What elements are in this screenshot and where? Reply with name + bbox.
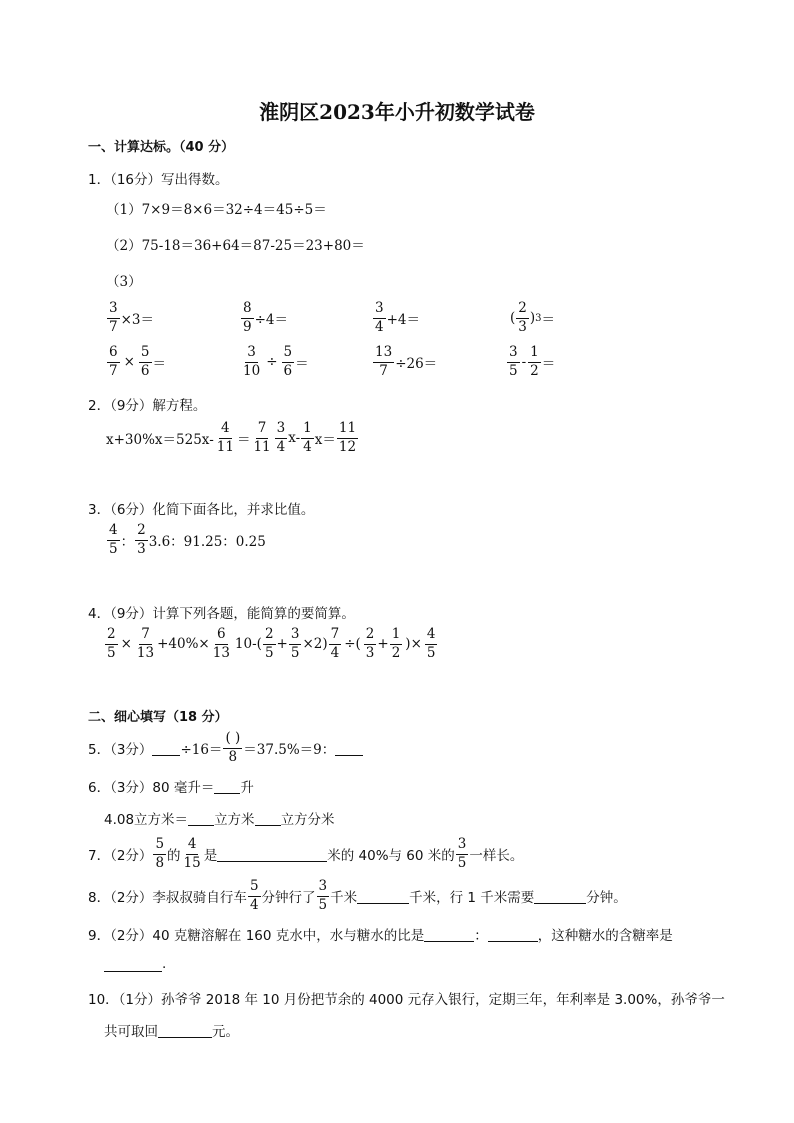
fraction: $\frac{7}{13}$ [136, 626, 155, 661]
answer-blank[interactable] [255, 811, 281, 826]
answer-blank[interactable] [158, 1023, 212, 1038]
question-1-part-1: （1）7×9＝8×6＝32÷4＝45÷5＝ [106, 202, 327, 218]
answer-blank[interactable] [214, 779, 240, 794]
q1-expression-4: ( $\frac{2}{3}$ ) 3 ＝ [510, 300, 556, 335]
fraction: $\frac{4}{5}$ [426, 626, 436, 661]
question-6: 6．（3分）80 毫升＝ 升 [88, 780, 254, 796]
fraction: $\frac{3}{5}$ [318, 878, 328, 913]
fraction: $\frac{3}{7}$ [109, 300, 118, 335]
q1-expression-6: $\frac{3}{10}$ ÷ $\frac{5}{6}$ ＝ [243, 344, 309, 379]
question-9: 9．（2分）40 克糖溶解在 160 克水中，水与糖水的比是 ： ，这种糖水的含糖率是 [88, 928, 673, 944]
fraction: $\frac{3}{5}$ [290, 626, 300, 661]
question-10-line-2: 共可取回 元。 [104, 1024, 239, 1040]
fraction: $\frac{2}{3}$ [137, 522, 146, 557]
fraction: $\frac{5}{4}$ [249, 878, 259, 913]
question-9-line-2: . [104, 956, 166, 972]
fraction: $\frac{2}{3}$ [518, 300, 527, 335]
fraction: $\frac{1}{2}$ [391, 626, 401, 661]
answer-blank[interactable] [335, 741, 363, 756]
fraction: $\frac{3}{4}$ [276, 420, 286, 455]
answer-blank[interactable] [104, 957, 162, 972]
fraction: $\frac{4}{15}$ [183, 836, 201, 871]
answer-blank[interactable] [152, 741, 180, 756]
fraction: $\frac{1}{4}$ [303, 420, 312, 455]
fraction: $\frac{2}{5}$ [107, 626, 116, 661]
fraction: $\frac{4}{11}$ [216, 420, 234, 455]
fraction: $\frac{6}{13}$ [212, 626, 230, 661]
fraction: $\frac{4}{5}$ [109, 522, 118, 557]
question-8: 8．（2分）李叔叔骑自行车 $\frac{5}{4}$ 分钟行了 $\frac{3}{5}$ 千米 千米，行 1 千米需要 分钟。 [88, 878, 627, 913]
fraction: $\frac{3}{5}$ [457, 836, 467, 871]
q1-expression-8: $\frac{3}{5}$ - $\frac{1}{2}$ ＝ [509, 344, 556, 379]
fraction: $\frac{2}{3}$ [365, 626, 375, 661]
fraction: $\frac{7}{4}$ [330, 626, 340, 661]
q1-expression-7: $\frac{13}{7}$ ÷26＝ [375, 344, 438, 379]
question-1-heading: 1．（16分）写出得数。 [88, 172, 229, 188]
answer-blank[interactable] [424, 927, 474, 942]
question-2-heading: 2．（9分）解方程。 [88, 398, 207, 414]
section-heading-1: 一、计算达标。（40 分） [88, 140, 235, 155]
fraction: $\frac{1}{2}$ [530, 344, 539, 379]
question-5: 5．（3分） ÷16＝ $\frac{( )}{8}$ ＝37.5%＝9： [88, 732, 363, 764]
fraction: $\frac{7}{11}$ [253, 420, 271, 455]
fraction: $\frac{3}{4}$ [375, 300, 384, 335]
q1-expression-3: $\frac{3}{4}$ +4＝ [375, 300, 420, 335]
answer-blank[interactable] [217, 847, 327, 862]
q2-equations: x+30%x＝525x- $\frac{4}{11}$ ＝ $\frac{7}{11}$ $\frac{3}{4}$ x- $\frac{1}{4}$ x＝ $\frac{11}{12}$ [106, 420, 357, 455]
q3-ratios: $\frac{4}{5}$ ： $\frac{2}{3}$ 3.6：91.25：0.25 [109, 522, 266, 557]
q1-expression-5: $\frac{6}{7}$ × $\frac{5}{6}$ ＝ [109, 344, 166, 379]
question-7: 7．（2分） $\frac{5}{8}$ 的 $\frac{4}{15}$ 是 米的 40%与 60 米的 $\frac{3}{5}$ 一样长。 [88, 836, 524, 871]
question-3-heading: 3．（6分）化简下面各比，并求比值。 [88, 502, 315, 518]
question-1-part-2: （2）75-18＝36+64＝87-25＝23+80＝ [106, 238, 365, 254]
page-title: 淮阴区2023年小升初数学试卷 [259, 100, 535, 124]
section-heading-2: 二、细心填写（18 分） [88, 710, 228, 725]
fraction: $\frac{2}{5}$ [264, 626, 274, 661]
fraction: $\frac{11}{12}$ [338, 420, 357, 455]
q4-expressions: $\frac{2}{5}$ × $\frac{7}{13}$ +40%× $\frac{6}{13}$ 10-( $\frac{2}{5}$ + $\frac{3}{5}$ ×2) $\frac{7}{4}$ ÷( $\frac{2}{3}$ + $\frac{1}{2}$ )× $\frac{4}{5}$ [107, 626, 436, 661]
answer-blank[interactable] [357, 889, 409, 904]
fraction: $\frac{5}{8}$ [155, 836, 165, 871]
answer-blank[interactable] [488, 927, 538, 942]
q1-expression-2: $\frac{8}{9}$ ÷4＝ [243, 300, 288, 335]
fraction: $\frac{( )}{8}$ [225, 730, 241, 765]
fraction: $\frac{3}{10}$ [243, 344, 261, 379]
fraction: $\frac{6}{7}$ [109, 344, 118, 379]
answer-blank[interactable] [188, 811, 214, 826]
fraction: $\frac{8}{9}$ [243, 300, 252, 335]
fraction: $\frac{5}{6}$ [140, 344, 150, 379]
question-6-line-2: 4.08立方米＝ 立方米 立方分米 [104, 812, 335, 828]
fraction: $\frac{13}{7}$ [375, 344, 393, 379]
fraction: $\frac{5}{6}$ [283, 344, 293, 379]
question-4-heading: 4．（9分）计算下列各题，能简算的要简算。 [88, 606, 355, 622]
q1-expression-1: $\frac{3}{7}$ ×3＝ [109, 300, 154, 335]
question-10: 10．（1分）孙爷爷 2018 年 10 月份把节余的 4000 元存入银行，定期三年，年利率是 3.00%，孙爷爷一 [88, 992, 725, 1008]
fraction: $\frac{3}{5}$ [509, 344, 518, 379]
answer-blank[interactable] [534, 889, 586, 904]
question-1-part-3-label: （3） [106, 274, 142, 290]
